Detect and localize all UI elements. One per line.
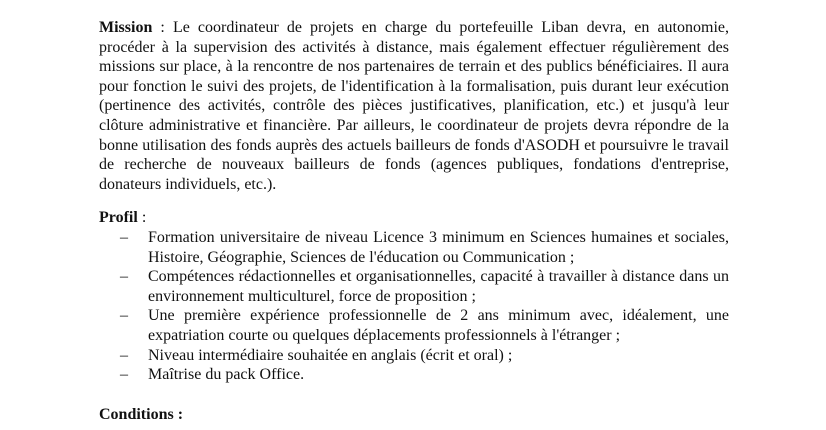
list-item: [99, 228, 729, 267]
dash-bullet-icon: –: [120, 346, 128, 364]
dash-bullet-icon: –: [120, 307, 128, 325]
list-item: [99, 306, 729, 345]
list-item-text: Niveau intermédiaire souhaitée en anglais (écrit et oral) ;: [148, 346, 513, 364]
list-item: [99, 346, 729, 366]
dash-bullet-icon: –: [120, 229, 128, 246]
list-item-text: Maîtrise du pack Office.: [148, 366, 305, 384]
mission-label: Mission: [99, 19, 153, 36]
profil-heading: [99, 208, 729, 228]
list-item-text: Compétences rédactionnelles et organisationnelles, capacité à travailler à distance dans un environnement multiculturel, force de proposition ;: [148, 268, 729, 305]
profil-label: Profil: [99, 209, 138, 226]
list-item-text: Une première expérience professionnelle de 2 ans minimum avec, idéalement, une expatriation courte ou quelques déplacements professionnels à l'étranger ;: [148, 307, 729, 344]
profil-separator: :: [137, 209, 147, 226]
list-item: [99, 267, 729, 306]
dash-bullet-icon: –: [120, 268, 128, 286]
mission-text: Le coordinateur de projets en charge du portefeuille Liban devra, en autonomie, procéder à la supervision des activités à distance, mais également effectuer régulièrement des missions sur place, à la rencontre de nos partenaires de terrain et des publics bénéficiaires. Il aura pour fonction le suivi des projets, de l'identification à la formalisation, puis durant leur exécution (pertinence des activités, contrôle des pièces justificatives, planification, etc.) et jusqu'à leur clôture administrative et financière. Par ailleurs, le coordinateur de projets devra répondre de la bonne utilisation des fonds auprès des actuels bailleurs de fonds d'ASODH et poursuivre le travail de recherche de nouveaux bailleurs de fonds (agences publiques, fondations d'entreprise, donateurs individuels, etc.).: [99, 19, 729, 193]
conditions-label: Conditions :: [99, 406, 184, 423]
list-item-text: Formation universitaire de niveau Licence 3 minimum en Sciences humaines et sociales, Histoire, Géographie, Sciences de l'éducation ou Communication ;: [148, 229, 729, 266]
profil-list: [99, 228, 729, 385]
mission-separator: :: [152, 19, 173, 36]
mission-paragraph: [99, 18, 729, 194]
dash-bullet-icon: –: [120, 366, 128, 384]
list-item: [99, 365, 729, 385]
conditions-heading: [99, 405, 729, 425]
